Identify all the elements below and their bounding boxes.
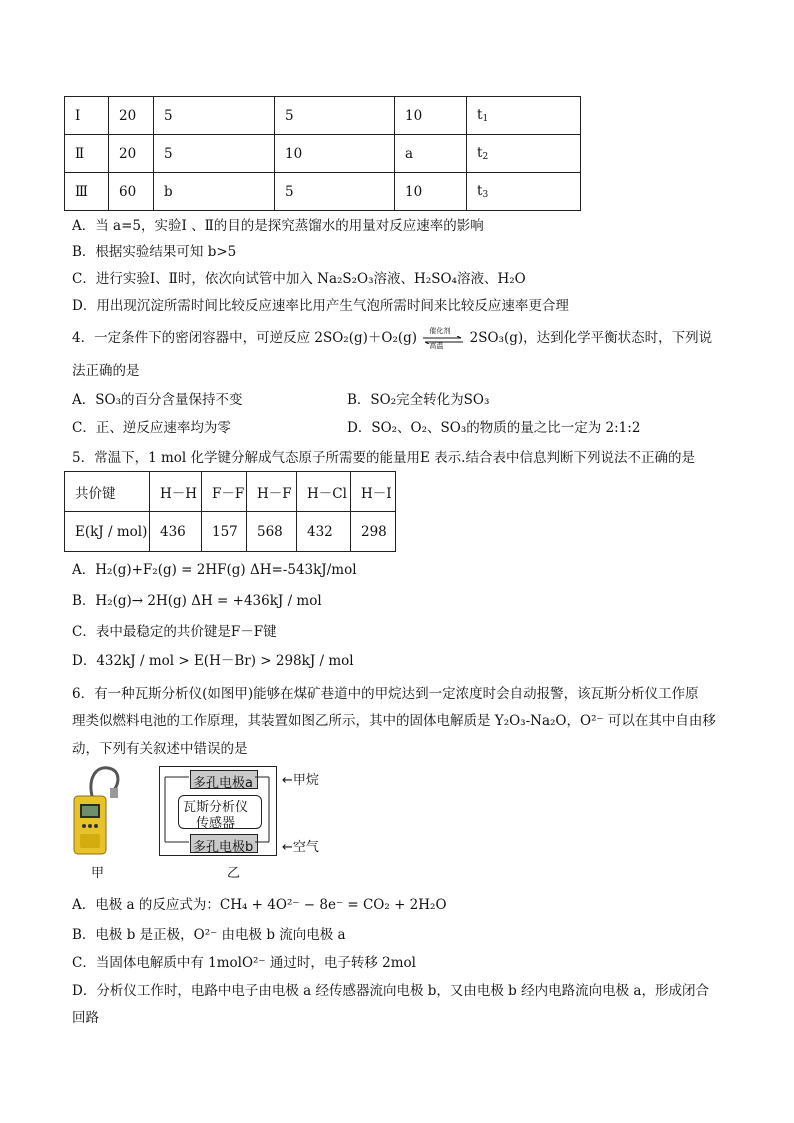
table-cell: Ⅱ bbox=[65, 135, 109, 173]
table-cell: E(kJ / mol) bbox=[65, 512, 150, 552]
table-cell: $t_1$ bbox=[467, 97, 581, 135]
figure-caption-left: 甲 bbox=[91, 866, 105, 881]
table-cell: 432 bbox=[297, 512, 351, 552]
table-cell: 5 bbox=[275, 97, 395, 135]
sensor-label-line2: 传感器 bbox=[196, 816, 236, 831]
table-header-cell: H－I bbox=[351, 472, 396, 512]
q4-stem-post: 2SO₃(g)，达到化学平衡状态时，下列说 bbox=[469, 330, 713, 346]
table-cell: 10 bbox=[395, 97, 467, 135]
table-row bbox=[65, 512, 396, 552]
table-header-cell: F－F bbox=[202, 472, 247, 512]
table-cell: 60 bbox=[109, 173, 154, 211]
q6-option-d-line2: 回路 bbox=[72, 1010, 99, 1026]
q6-option-c: C．当固体电解质中有 1molO²⁻ 通过时，电子转移 2mol bbox=[72, 955, 416, 971]
table-cell: 20 bbox=[109, 135, 154, 173]
q6-stem-line1: 6．有一种瓦斯分析仪(如图甲)能够在煤矿巷道中的甲烷达到一定浓度时会自动报警，该瓦斯分析仪工作原 bbox=[72, 686, 699, 702]
table-cell: 157 bbox=[202, 512, 247, 552]
q4-stem-line2: 法正确的是 bbox=[72, 363, 140, 379]
gas-detector-device-icon bbox=[70, 764, 130, 859]
table-header-cell: 共价键 bbox=[65, 472, 150, 512]
table-cell: b bbox=[154, 173, 275, 211]
q3-option-d: D．用出现沉淀所需时间比较反应速率比用产生气泡所需时间来比较反应速率更合理 bbox=[72, 298, 569, 314]
q6-option-b: B．电极 b 是正极，O²⁻ 由电极 b 流向电极 a bbox=[72, 927, 346, 943]
q5-option-d: D．432kJ / mol > E(H－Br) > 298kJ / mol bbox=[72, 653, 354, 669]
q5-option-c: C．表中最稳定的共价键是F－F键 bbox=[72, 624, 277, 640]
q4-option-d: D．SO₂、O₂、SO₃的物质的量之比一定为 2:1:2 bbox=[347, 420, 641, 436]
equilibrium-arrows-icon bbox=[421, 336, 465, 344]
table-cell: 10 bbox=[275, 135, 395, 173]
table-row bbox=[65, 97, 581, 135]
q4-condition-top: 催化剂 bbox=[429, 326, 451, 335]
q4-stem-pre: 4．一定条件下的密闭容器中，可逆反应 2SO₂(g)＋O₂(g) bbox=[72, 330, 418, 346]
circuit-wires-icon bbox=[159, 766, 275, 854]
q4-option-a: A．SO₃的百分含量保持不变 bbox=[72, 392, 243, 408]
table-cell: 10 bbox=[395, 173, 467, 211]
q4-stem bbox=[72, 326, 713, 350]
label-methane: ←甲烷 bbox=[282, 773, 319, 788]
electrode-b-label: 多孔电极b bbox=[193, 840, 254, 855]
table-cell: 5 bbox=[154, 97, 275, 135]
table-header-row bbox=[65, 472, 396, 512]
q4-option-c: C．正、逆反应速率均为零 bbox=[72, 420, 231, 436]
q3-option-b: B．根据实验结果可知 b>5 bbox=[72, 244, 237, 260]
table-cell: 298 bbox=[351, 512, 396, 552]
experiment-table bbox=[64, 96, 581, 211]
q5-option-a: A．H₂(g)+F₂(g) = 2HF(g) ΔH=-543kJ/mol bbox=[72, 562, 357, 578]
table-cell: Ⅲ bbox=[65, 173, 109, 211]
sensor-label-line1: 瓦斯分析仪 bbox=[183, 800, 249, 815]
table-cell: 5 bbox=[154, 135, 275, 173]
table-row bbox=[65, 135, 581, 173]
q4-condition-bottom: 高温 bbox=[429, 341, 444, 350]
table-cell: $t_2$ bbox=[467, 135, 581, 173]
q6-option-d-line1: D．分析仪工作时，电路中电子由电极 a 经传感器流向电极 b，又由电极 b 经内电路流向电极 a，形成闭合 bbox=[72, 983, 709, 999]
table-cell: a bbox=[395, 135, 467, 173]
table-cell: 568 bbox=[247, 512, 297, 552]
table-row bbox=[65, 173, 581, 211]
q6-option-a: A．电极 a 的反应式为：CH₄ + 4O²⁻ − 8e⁻ = CO₂ + 2H₂O bbox=[72, 897, 447, 913]
q4-option-b: B．SO₂完全转化为SO₃ bbox=[347, 392, 490, 408]
table-header-cell: H－H bbox=[150, 472, 202, 512]
q5-stem: 5．常温下，1 mol 化学键分解成气态原子所需要的能量用E 表示.结合表中信息判断下列说法不正确的是 bbox=[72, 450, 695, 466]
table-cell: 20 bbox=[109, 97, 154, 135]
bond-energy-table bbox=[64, 471, 396, 552]
q5-option-b: B．H₂(g)→ 2H(g) ΔH = +436kJ / mol bbox=[72, 593, 322, 609]
equilibrium-arrow-icon bbox=[421, 326, 465, 350]
table-cell: Ⅰ bbox=[65, 97, 109, 135]
q3-option-a: A．当 a=5，实验Ⅰ 、Ⅱ的目的是探究蒸馏水的用量对反应速率的影响 bbox=[72, 218, 484, 234]
table-header-cell: H－Cl bbox=[297, 472, 351, 512]
q3-option-c: C．进行实验Ⅰ、Ⅱ时，依次向试管中加入 Na₂S₂O₃溶液、H₂SO₄溶液、H₂O bbox=[72, 271, 526, 287]
table-cell: $t_3$ bbox=[467, 173, 581, 211]
q6-stem-line2: 理类似燃料电池的工作原理，其装置如图乙所示，其中的固体电解质是 Y₂O₃-Na₂O，O²⁻ 可以在其中自由移 bbox=[72, 713, 716, 729]
label-air: ←空气 bbox=[282, 840, 319, 855]
table-cell: 5 bbox=[275, 173, 395, 211]
table-cell: 436 bbox=[150, 512, 202, 552]
electrode-a-label: 多孔电极a bbox=[193, 776, 253, 791]
figure-caption-right: 乙 bbox=[227, 866, 241, 881]
table-header-cell: H－F bbox=[247, 472, 297, 512]
q6-stem-line3: 动，下列有关叙述中错误的是 bbox=[72, 741, 248, 757]
